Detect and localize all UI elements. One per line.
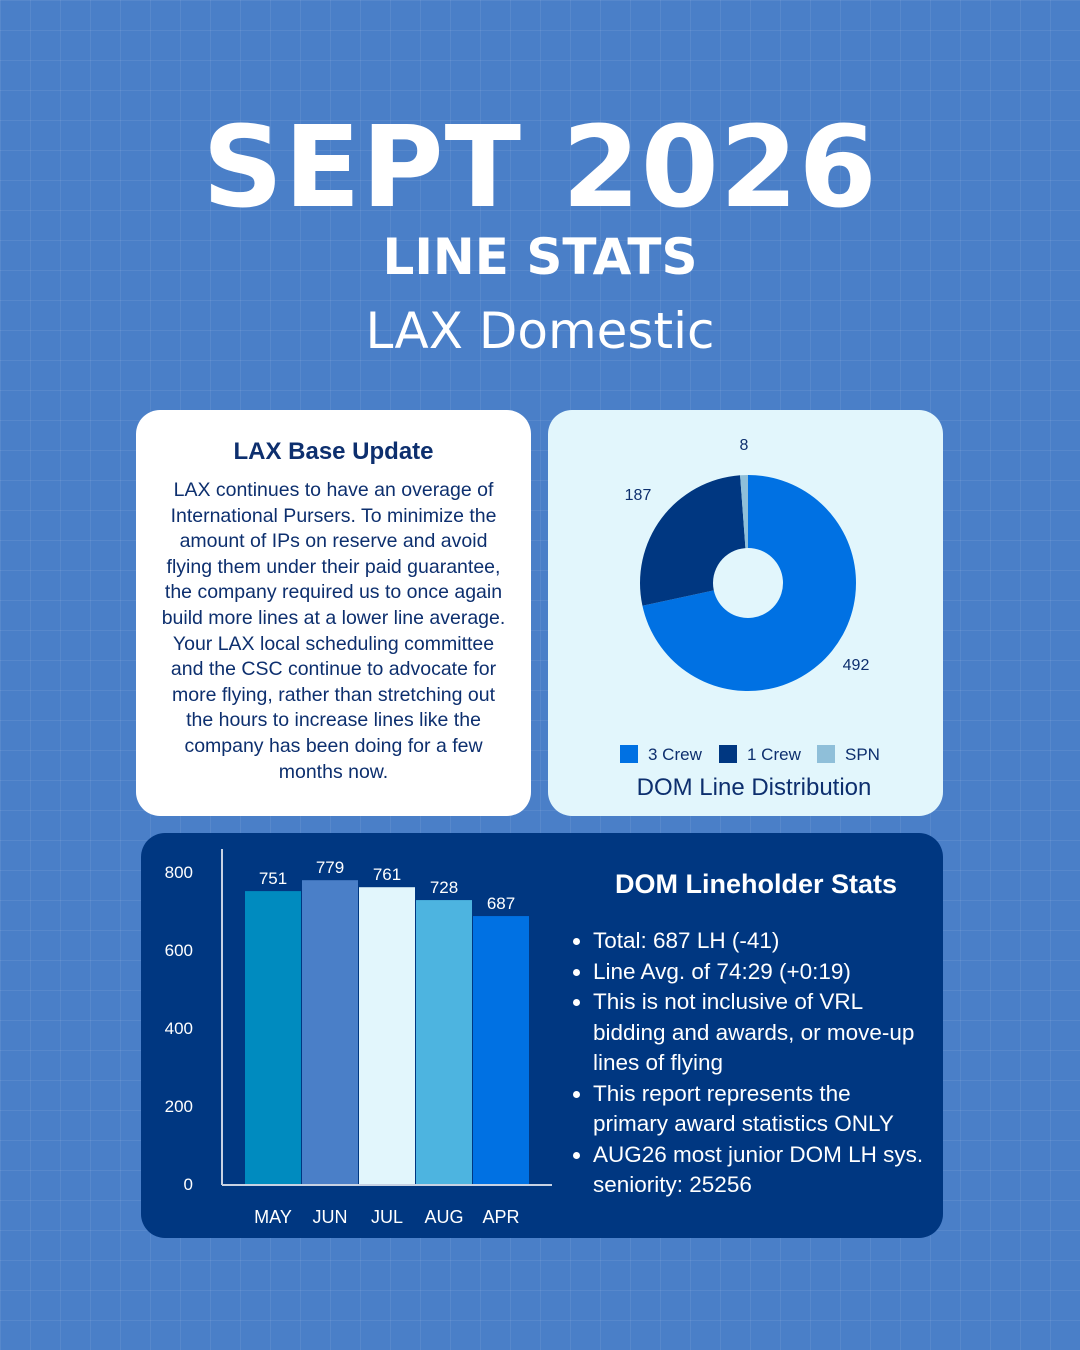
lineholder-stats-title: DOM Lineholder Stats [614,869,898,899]
lineholder-stats-panel [571,869,931,1201]
data-label-apr: 687 [486,894,516,914]
y-tick-label: 0 [183,1175,193,1194]
legend-label-spn: SPN [845,745,880,764]
base-update-card [136,410,531,816]
legend-label-3-crew: 3 Crew [648,745,702,764]
data-label-jul: 761 [372,865,402,885]
data-label-may: 751 [258,869,288,889]
data-label-jun: 779 [315,858,345,878]
stats-bullet-total: • Total: 687 LH (-41) [593,926,931,957]
x-tick-label-jun: JUN [312,1207,348,1227]
base-name: LAX Domestic [365,302,715,360]
bar-jun [302,880,358,1184]
bar-aug [416,900,472,1184]
x-tick-label-apr: APR [482,1207,520,1227]
x-tick-label-may: MAY [254,1207,292,1227]
data-label-aug: 728 [429,878,459,898]
bar-chart [141,833,571,1238]
pie-value-label-3-crew: 492 [842,657,870,674]
lineholder-stats-list [571,926,931,1201]
line-distribution-card [548,410,943,816]
stats-bullet-line-avg: • Line Avg. of 74:29 (+0:19) [593,957,931,988]
donut-chart [548,410,943,816]
y-tick-label: 200 [164,1097,193,1116]
bar-apr [473,916,529,1184]
stats-bullet-vrl-note: • This is not inclusive of VRL bidding and awards, or move-up lines of flying [593,987,931,1079]
x-tick-label-jul: JUL [370,1207,404,1227]
legend-swatch-3-crew [620,745,638,763]
y-tick-label: 400 [164,1019,193,1038]
base-update-text: LAX continues to have an overage of International Pursers. To minimize the amount of IPs on reserve and avoid flying them under their paid guarantee, the company required us to once again build more lines at a lower line average. Your LAX local scheduling committee and the CSC continue to advocate for more flying, rather than stretching out the hours to increase lines like the company has been doing for a few months now. [161,479,506,783]
stats-bullet-seniority: • AUG26 most junior DOM LH sys. seniority: 25256 [593,1140,931,1201]
page-title: SEPT 2026 [202,103,878,233]
legend-swatch-spn [817,745,835,763]
bar-jul [359,887,415,1184]
lineholder-stats-card [141,833,943,1238]
base-update-title: LAX Base Update [233,438,434,465]
pie-value-label-1-crew: 187 [624,487,652,504]
pie-value-label-spn: 8 [739,437,749,454]
y-tick-label: 800 [164,863,193,882]
bar-may [245,891,301,1184]
legend-label-1-crew: 1 Crew [747,745,801,764]
pie-chart-title: DOM Line Distribution [636,774,872,801]
y-tick-label: 600 [164,941,193,960]
pie-slice-1-crew [640,475,745,606]
legend-swatch-1-crew [719,745,737,763]
stats-bullet-primary-note: • This report represents the primary award statistics ONLY [593,1079,931,1140]
x-tick-label-aug: AUG [424,1207,464,1227]
page-subtitle: LINE STATS [382,228,698,286]
